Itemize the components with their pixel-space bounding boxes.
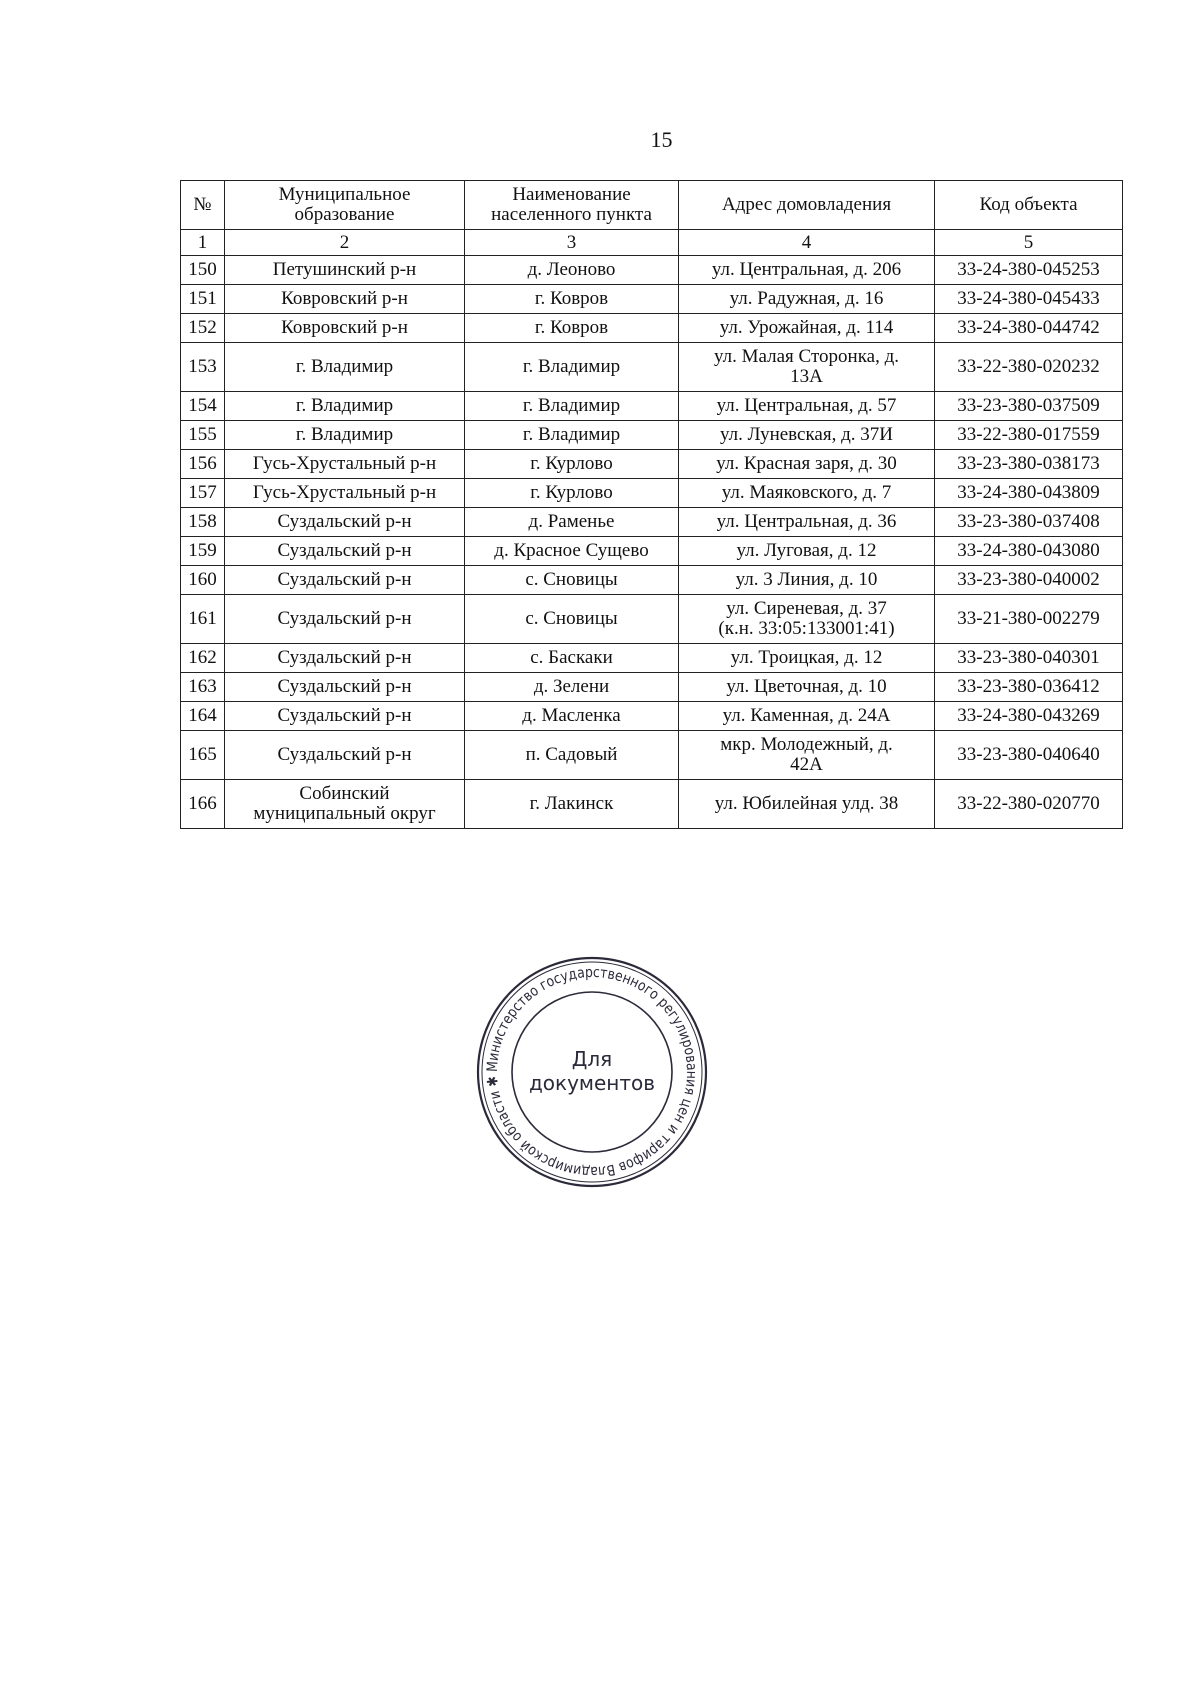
seal-ring-textpath: Министерство государственного регулирования цен и тарифов Владимирской области ✱ <box>484 964 700 1180</box>
settlement-cell: с. Сновицы <box>465 566 679 595</box>
settlement-cell: д. Раменье <box>465 508 679 537</box>
municipality-cell: Собинский муниципальный округ <box>225 780 465 829</box>
seal-center-line-2: документов <box>528 1071 656 1095</box>
table-row <box>181 731 1123 780</box>
table-row <box>181 450 1123 479</box>
object-code-cell: 33-24-380-045433 <box>935 285 1123 314</box>
object-code-cell: 33-24-380-045253 <box>935 256 1123 285</box>
page-number: 15 <box>650 127 673 152</box>
object-code-cell: 33-24-380-043080 <box>935 537 1123 566</box>
object-code-cell: 33-23-380-038173 <box>935 450 1123 479</box>
settlement-cell: д. Масленка <box>465 702 679 731</box>
address-cell: ул. Центральная, д. 206 <box>679 256 935 285</box>
header-row <box>181 181 1123 230</box>
column-number: 3 <box>465 230 679 256</box>
row-number: 164 <box>181 702 225 731</box>
table-row <box>181 421 1123 450</box>
registry-table <box>180 180 1123 829</box>
settlement-cell: д. Леоново <box>465 256 679 285</box>
table-row <box>181 780 1123 829</box>
municipality-cell: Суздальский р-н <box>225 644 465 673</box>
table-row <box>181 314 1123 343</box>
row-number: 154 <box>181 392 225 421</box>
municipality-cell: Суздальский р-н <box>225 673 465 702</box>
object-code-cell: 33-24-380-043269 <box>935 702 1123 731</box>
address-cell: ул. Луневская, д. 37И <box>679 421 935 450</box>
object-code-cell: 33-21-380-002279 <box>935 595 1123 644</box>
table-row <box>181 537 1123 566</box>
row-number: 166 <box>181 780 225 829</box>
table-row <box>181 392 1123 421</box>
column-number: 5 <box>935 230 1123 256</box>
table-row <box>181 479 1123 508</box>
address-cell: ул. Сиреневая, д. 37 (к.н. 33:05:133001:41) <box>679 595 935 644</box>
municipality-cell: Гусь-Хрустальный р-н <box>225 450 465 479</box>
row-number: 155 <box>181 421 225 450</box>
settlement-cell: г. Ковров <box>465 314 679 343</box>
settlement-cell: д. Красное Сущево <box>465 537 679 566</box>
column-number: 4 <box>679 230 935 256</box>
address-cell: ул. Юбилейная улд. 38 <box>679 780 935 829</box>
settlement-cell: г. Курлово <box>465 450 679 479</box>
address-cell: ул. 3 Линия, д. 10 <box>679 566 935 595</box>
header-settlement: Наименование населенного пункта <box>465 181 679 230</box>
settlement-cell: г. Лакинск <box>465 780 679 829</box>
settlement-cell: г. Владимир <box>465 343 679 392</box>
municipality-cell: Суздальский р-н <box>225 566 465 595</box>
address-cell: ул. Урожайная, д. 114 <box>679 314 935 343</box>
municipality-cell: г. Владимир <box>225 392 465 421</box>
municipality-cell: г. Владимир <box>225 421 465 450</box>
row-number: 159 <box>181 537 225 566</box>
row-number: 162 <box>181 644 225 673</box>
column-number: 2 <box>225 230 465 256</box>
row-number: 153 <box>181 343 225 392</box>
object-code-cell: 33-22-380-020770 <box>935 780 1123 829</box>
object-code-cell: 33-24-380-044742 <box>935 314 1123 343</box>
settlement-cell: с. Сновицы <box>465 595 679 644</box>
row-number: 161 <box>181 595 225 644</box>
header-municipality: Муниципальное образование <box>225 181 465 230</box>
address-cell: ул. Малая Сторонка, д. 13А <box>679 343 935 392</box>
address-cell: ул. Маяковского, д. 7 <box>679 479 935 508</box>
object-code-cell: 33-23-380-037408 <box>935 508 1123 537</box>
table-row <box>181 508 1123 537</box>
address-cell: ул. Центральная, д. 36 <box>679 508 935 537</box>
header-code: Код объекта <box>935 181 1123 230</box>
table-row <box>181 702 1123 731</box>
address-cell: ул. Радужная, д. 16 <box>679 285 935 314</box>
column-number: 1 <box>181 230 225 256</box>
address-cell: ул. Луговая, д. 12 <box>679 537 935 566</box>
table-row <box>181 566 1123 595</box>
table-row <box>181 343 1123 392</box>
municipality-cell: Суздальский р-н <box>225 595 465 644</box>
column-number-row <box>181 230 1123 256</box>
municipality-cell: Суздальский р-н <box>225 537 465 566</box>
settlement-cell: г. Владимир <box>465 421 679 450</box>
settlement-cell: с. Баскаки <box>465 644 679 673</box>
table-row <box>181 285 1123 314</box>
round-seal <box>476 956 708 1188</box>
settlement-cell: г. Владимир <box>465 392 679 421</box>
address-cell: мкр. Молодежный, д. 42А <box>679 731 935 780</box>
municipality-cell: Суздальский р-н <box>225 508 465 537</box>
address-cell: ул. Красная заря, д. 30 <box>679 450 935 479</box>
object-code-cell: 33-22-380-017559 <box>935 421 1123 450</box>
row-number: 158 <box>181 508 225 537</box>
row-number: 150 <box>181 256 225 285</box>
table-row <box>181 595 1123 644</box>
table-body <box>181 256 1123 829</box>
object-code-cell: 33-23-380-040301 <box>935 644 1123 673</box>
municipality-cell: Суздальский р-н <box>225 731 465 780</box>
object-code-cell: 33-23-380-037509 <box>935 392 1123 421</box>
object-code-cell: 33-24-380-043809 <box>935 479 1123 508</box>
object-code-cell: 33-23-380-040640 <box>935 731 1123 780</box>
municipality-cell: г. Владимир <box>225 343 465 392</box>
header-address: Адрес домовладения <box>679 181 935 230</box>
table-row <box>181 256 1123 285</box>
object-code-cell: 33-22-380-020232 <box>935 343 1123 392</box>
row-number: 151 <box>181 285 225 314</box>
row-number: 152 <box>181 314 225 343</box>
settlement-cell: г. Курлово <box>465 479 679 508</box>
table-row <box>181 644 1123 673</box>
municipality-cell: Ковровский р-н <box>225 314 465 343</box>
municipality-cell: Ковровский р-н <box>225 285 465 314</box>
row-number: 157 <box>181 479 225 508</box>
table-row <box>181 673 1123 702</box>
municipality-cell: Петушинский р-н <box>225 256 465 285</box>
row-number: 160 <box>181 566 225 595</box>
address-cell: ул. Цветочная, д. 10 <box>679 673 935 702</box>
seal-center-line-1: Для <box>571 1047 613 1071</box>
municipality-cell: Суздальский р-н <box>225 702 465 731</box>
settlement-cell: г. Ковров <box>465 285 679 314</box>
municipality-cell: Гусь-Хрустальный р-н <box>225 479 465 508</box>
row-number: 165 <box>181 731 225 780</box>
object-code-cell: 33-23-380-036412 <box>935 673 1123 702</box>
object-code-cell: 33-23-380-040002 <box>935 566 1123 595</box>
address-cell: ул. Троицкая, д. 12 <box>679 644 935 673</box>
row-number: 156 <box>181 450 225 479</box>
address-cell: ул. Каменная, д. 24А <box>679 702 935 731</box>
settlement-cell: д. Зелени <box>465 673 679 702</box>
address-cell: ул. Центральная, д. 57 <box>679 392 935 421</box>
header-number: № <box>181 181 225 230</box>
settlement-cell: п. Садовый <box>465 731 679 780</box>
row-number: 163 <box>181 673 225 702</box>
